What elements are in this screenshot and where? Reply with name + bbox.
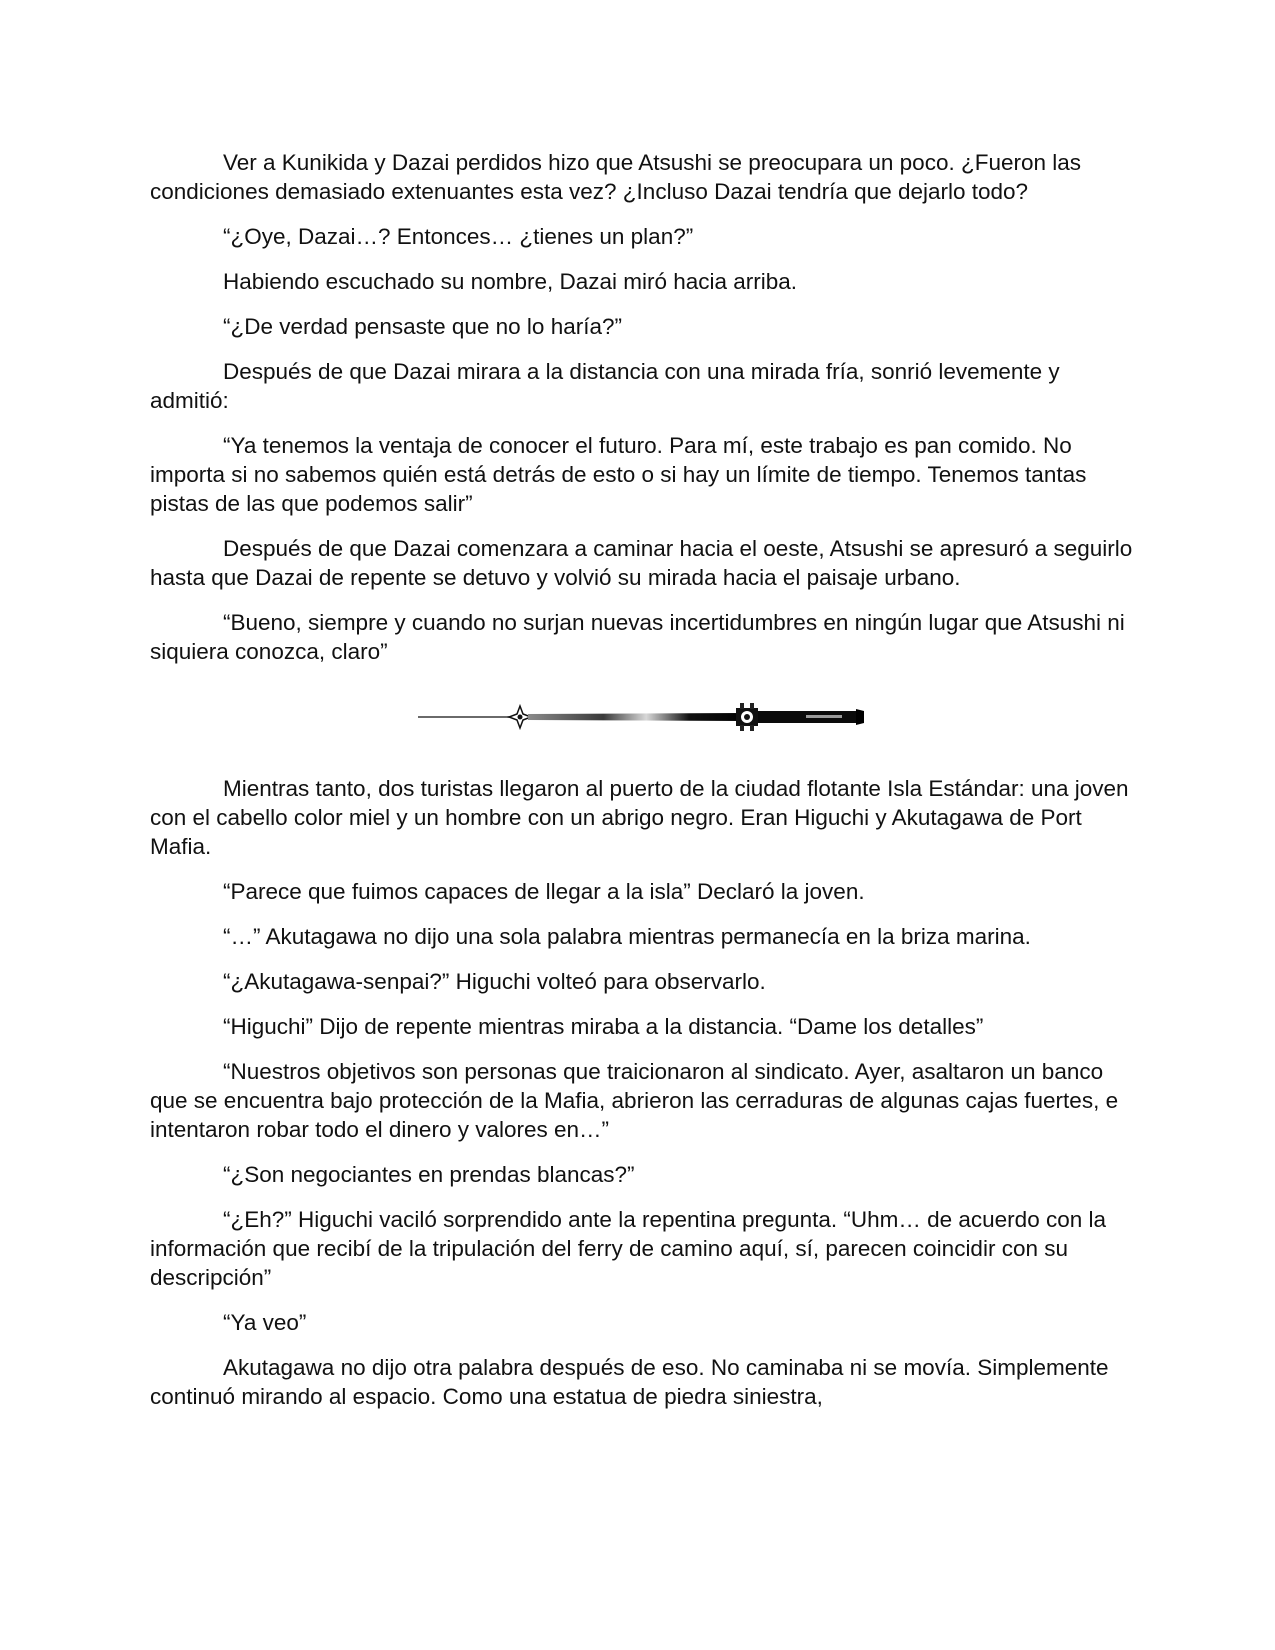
paragraph: Habiendo escuchado su nombre, Dazai miró hacia arriba.: [223, 269, 798, 294]
paragraph: “Parece que fuimos capaces de llegar a la isla” Declaró la joven.: [223, 879, 865, 904]
paragraph: “Ya veo”: [223, 1310, 307, 1335]
paragraph: Después de que Dazai mirara a la distancia con una mirada fría, sonrió levemente y admitió:: [150, 359, 1060, 413]
paragraph: Después de que Dazai comenzara a caminar hacia el oeste, Atsushi se apresuró a seguirlo hasta que Dazai de repente se detuvo y volvió su mirada hacia el paisaje urbano.: [150, 536, 1133, 590]
paragraph: “Higuchi” Dijo de repente mientras miraba a la distancia. “Dame los detalles”: [223, 1014, 984, 1039]
sword-divider-icon: [418, 697, 868, 737]
paragraph: Mientras tanto, dos turistas llegaron al puerto de la ciudad flotante Isla Estándar: una joven con el cabello color miel y un hombre con un abrigo negro. Eran Higuchi y Akutagawa de Port Mafia.: [150, 776, 1129, 859]
paragraph: “¿De verdad pensaste que no lo haría?”: [223, 314, 622, 339]
paragraph: “Ya tenemos la ventaja de conocer el futuro. Para mí, este trabajo es pan comido. No importa si no sabemos quién está detrás de esto o si hay un límite de tiempo. Tenemos tantas pistas de las que podemos salir”: [150, 433, 1087, 516]
paragraph: “¿Son negociantes en prendas blancas?”: [223, 1162, 635, 1187]
document-page: [150, 148, 1135, 1427]
paragraph: “Bueno, siempre y cuando no surjan nuevas incertidumbres en ningún lugar que Atsushi ni siquiera conozca, claro”: [150, 610, 1125, 664]
paragraph: “Nuestros objetivos son personas que traicionaron al sindicato. Ayer, asaltaron un banco que se encuentra bajo protección de la Mafia, abrieron las cerraduras de algunas cajas fuertes, e intentaron robar todo el dinero y valores en…”: [150, 1059, 1119, 1142]
section-divider: [150, 682, 1135, 752]
paragraph: “…” Akutagawa no dijo una sola palabra mientras permanecía en la briza marina.: [223, 924, 1031, 949]
section-1: [150, 148, 1135, 666]
paragraph: “¿Oye, Dazai…? Entonces… ¿tienes un plan?”: [223, 224, 694, 249]
paragraph: Ver a Kunikida y Dazai perdidos hizo que Atsushi se preocupara un poco. ¿Fueron las condiciones demasiado extenuantes esta vez? ¿Incluso Dazai tendría que dejarlo todo?: [150, 150, 1082, 204]
section-2: [150, 774, 1135, 1411]
paragraph: Akutagawa no dijo otra palabra después de eso. No caminaba ni se movía. Simplemente continuó mirando al espacio. Como una estatua de piedra siniestra,: [150, 1355, 1109, 1409]
paragraph: “¿Akutagawa-senpai?” Higuchi volteó para observarlo.: [223, 969, 766, 994]
paragraph: “¿Eh?” Higuchi vaciló sorprendido ante la repentina pregunta. “Uhm… de acuerdo con la información que recibí de la tripulación del ferry de camino aquí, sí, parecen coincidir con su descripción”: [150, 1207, 1106, 1290]
